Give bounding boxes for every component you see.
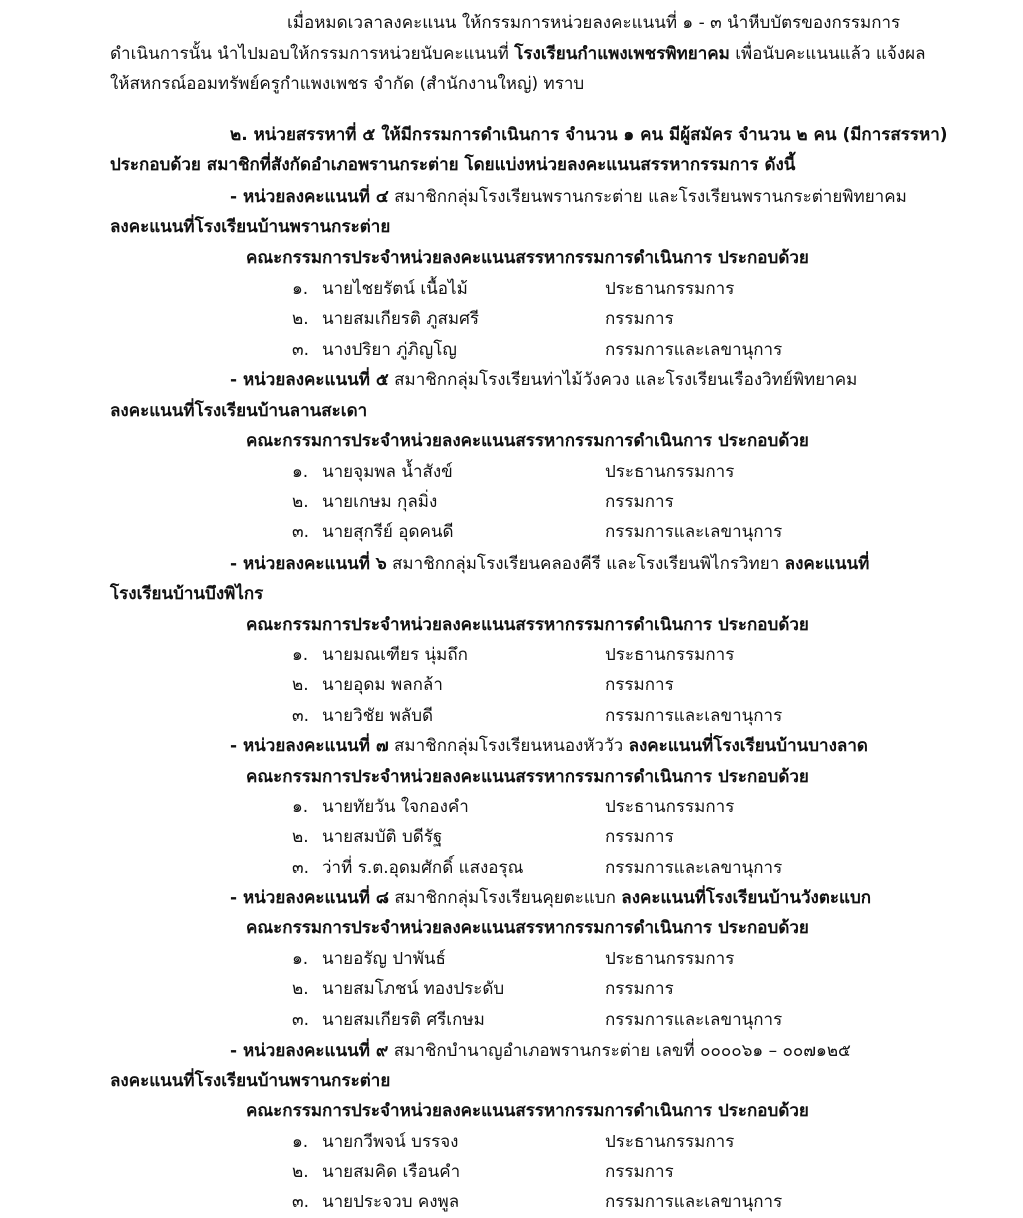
- member-role: ประธานกรรมการ: [605, 949, 735, 969]
- counting-school: โรงเรียนกำแพงเพชรพิทยาคม: [514, 44, 730, 64]
- member-name: นายเกษม กุลมิ่ง: [322, 492, 438, 512]
- unit-6-location: โรงเรียนบ้านบึงพิไกร: [110, 584, 264, 604]
- intro-line-2-text: ดำเนินการนั้น นำไปมอบให้กรรมการหน่วยนับคะแนนที่: [110, 44, 515, 64]
- unit-9-label: - หน่วยลงคะแนนที่ ๙: [230, 1041, 389, 1061]
- committee-heading: คณะกรรมการประจำหน่วยลงคะแนนสรรหากรรมการดำเนินการ ประกอบด้วย: [246, 431, 809, 451]
- member-number: ๒.: [292, 1162, 309, 1182]
- member-name: นายสมโภชน์ ทองประดับ: [322, 979, 505, 999]
- unit-9-text: สมาชิกบำนาญอำเภอพรานกระต่าย เลขที่ ๐๐๐๐๖๑ – ๐๐๗๑๒๕: [388, 1041, 851, 1061]
- member-name: นายไชยรัตน์ เนื้อไม้: [322, 279, 468, 299]
- member-row: [0, 520, 1023, 546]
- member-number: ๒.: [292, 675, 309, 695]
- member-name: นายทัยวัน ใจกองคำ: [322, 797, 469, 817]
- committee-heading: คณะกรรมการประจำหน่วยลงคะแนนสรรหากรรมการดำเนินการ ประกอบด้วย: [246, 615, 809, 635]
- member-number: ๓.: [292, 858, 310, 878]
- unit-7-location: ลงคะแนนที่โรงเรียนบ้านบางลาด: [628, 736, 868, 756]
- member-role: ประธานกรรมการ: [605, 645, 735, 665]
- member-name: นายอุดม พลกล้า: [322, 675, 443, 695]
- unit-8-header: [230, 886, 871, 912]
- member-number: ๑.: [292, 949, 309, 969]
- member-row: [0, 825, 1023, 851]
- section-2-subheading: ประกอบด้วย สมาชิกที่สังกัดอำเภอพรานกระต่าย โดยแบ่งหน่วยลงคะแนนสรรหากรรมการ ดังนี้: [110, 155, 796, 175]
- unit-5-location: ลงคะแนนที่โรงเรียนบ้านลานสะเดา: [110, 401, 368, 421]
- unit-6-text-bold: ลงคะแนนที่: [784, 554, 870, 574]
- unit-6-label: - หน่วยลงคะแนนที่ ๖: [230, 554, 387, 574]
- intro-line-2-tail: เพื่อนับคะแนนแล้ว แจ้งผล: [729, 44, 926, 64]
- member-name: นายสุกรีย์ อุดคนดี: [322, 522, 454, 542]
- member-row: [0, 856, 1023, 882]
- member-row: [0, 1130, 1023, 1156]
- intro-line-2: [110, 42, 926, 68]
- member-number: ๓.: [292, 1010, 310, 1030]
- member-number: ๓.: [292, 340, 310, 360]
- member-number: ๓.: [292, 1192, 310, 1212]
- unit-9-header: [230, 1039, 851, 1065]
- member-row: [0, 977, 1023, 1003]
- member-name: นายสมคิด เรือนคำ: [322, 1162, 461, 1182]
- member-row: [0, 338, 1023, 364]
- unit-9-location: ลงคะแนนที่โรงเรียนบ้านพรานกระต่าย: [110, 1071, 391, 1091]
- member-role: กรรมการ: [605, 675, 674, 695]
- unit-8-text: สมาชิกกลุ่มโรงเรียนคุยตะแบก: [388, 888, 622, 908]
- member-row: [0, 460, 1023, 486]
- member-role: กรรมการ: [605, 1162, 674, 1182]
- member-role: กรรมการและเลขานุการ: [605, 340, 783, 360]
- member-row: [0, 643, 1023, 669]
- unit-6-header: [230, 552, 869, 578]
- unit-7-header: [230, 734, 868, 760]
- member-number: ๒.: [292, 827, 309, 847]
- member-row: [0, 307, 1023, 333]
- member-number: ๑.: [292, 462, 309, 482]
- member-number: ๓.: [292, 706, 310, 726]
- unit-6-text: สมาชิกกลุ่มโรงเรียนคลองคีรี และโรงเรียนพิไกรวิทยา: [386, 554, 785, 574]
- unit-4-location: ลงคะแนนที่โรงเรียนบ้านพรานกระต่าย: [110, 217, 391, 237]
- unit-5-header: [230, 368, 857, 394]
- member-row: [0, 1008, 1023, 1034]
- member-row: [0, 795, 1023, 821]
- member-row: [0, 673, 1023, 699]
- committee-heading: คณะกรรมการประจำหน่วยลงคะแนนสรรหากรรมการดำเนินการ ประกอบด้วย: [246, 248, 809, 268]
- member-name: นายจุมพล น้ำสังข์: [322, 462, 453, 482]
- member-role: กรรมการและเลขานุการ: [605, 858, 783, 878]
- member-number: ๓.: [292, 522, 310, 542]
- intro-line-3: ให้สหกรณ์ออมทรัพย์ครูกำแพงเพชร จำกัด (สำนักงานใหญ่) ทราบ: [110, 74, 585, 94]
- member-number: ๑.: [292, 279, 309, 299]
- member-role: ประธานกรรมการ: [605, 279, 735, 299]
- section-2-heading: ๒. หน่วยสรรหาที่ ๕ ให้มีกรรมการดำเนินการ จำนวน ๑ คน มีผู้สมัคร จำนวน ๒ คน (มีการสรรหา): [230, 125, 948, 145]
- member-row: [0, 947, 1023, 973]
- unit-8-label: - หน่วยลงคะแนนที่ ๘: [230, 888, 389, 908]
- member-number: ๒.: [292, 309, 309, 329]
- unit-7-text: สมาชิกกลุ่มโรงเรียนหนองหัววัว: [388, 736, 629, 756]
- member-number: ๒.: [292, 979, 309, 999]
- member-number: ๑.: [292, 1132, 309, 1152]
- member-role: ประธานกรรมการ: [605, 462, 735, 482]
- member-role: กรรมการ: [605, 492, 674, 512]
- member-name: นายอรัญ ปาพันธ์: [322, 949, 446, 969]
- member-name: ว่าที่ ร.ต.อุดมศักดิ์ แสงอรุณ: [322, 858, 524, 878]
- member-row: [0, 490, 1023, 516]
- member-role: กรรมการและเลขานุการ: [605, 706, 783, 726]
- member-role: กรรมการ: [605, 979, 674, 999]
- unit-8-location: ลงคะแนนที่โรงเรียนบ้านวังตะแบก: [621, 888, 872, 908]
- unit-4-label: - หน่วยลงคะแนนที่ ๔: [230, 187, 389, 207]
- committee-heading: คณะกรรมการประจำหน่วยลงคะแนนสรรหากรรมการดำเนินการ ประกอบด้วย: [246, 767, 809, 787]
- member-role: ประธานกรรมการ: [605, 1132, 735, 1152]
- committee-heading: คณะกรรมการประจำหน่วยลงคะแนนสรรหากรรมการดำเนินการ ประกอบด้วย: [246, 1101, 809, 1121]
- member-row: [0, 277, 1023, 303]
- member-role: ประธานกรรมการ: [605, 797, 735, 817]
- unit-5-text: สมาชิกกลุ่มโรงเรียนท่าไม้วังควง และโรงเรียนเรืองวิทย์พิทยาคม: [388, 370, 858, 390]
- committee-heading: คณะกรรมการประจำหน่วยลงคะแนนสรรหากรรมการดำเนินการ ประกอบด้วย: [246, 918, 809, 938]
- member-number: ๒.: [292, 492, 309, 512]
- member-name: นายมณเฑียร นุ่มถึก: [322, 645, 468, 665]
- unit-7-label: - หน่วยลงคะแนนที่ ๗: [230, 736, 389, 756]
- member-name: นางปริยา ภู่ภิญโญ: [322, 340, 457, 360]
- unit-4-header: [230, 185, 907, 211]
- intro-line-1: เมื่อหมดเวลาลงคะแนน ให้กรรมการหน่วยลงคะแนนที่ ๑ - ๓ นำหีบบัตรของกรรมการ: [287, 13, 901, 33]
- member-role: กรรมการ: [605, 827, 674, 847]
- member-number: ๑.: [292, 645, 309, 665]
- member-role: กรรมการและเลขานุการ: [605, 522, 783, 542]
- member-role: กรรมการและเลขานุการ: [605, 1010, 783, 1030]
- member-name: นายวิชัย พลับดี: [322, 706, 434, 726]
- unit-5-label: - หน่วยลงคะแนนที่ ๕: [230, 370, 389, 390]
- member-name: นายประจวบ คงพูล: [322, 1192, 460, 1212]
- unit-4-text: สมาชิกกลุ่มโรงเรียนพรานกระต่าย และโรงเรียนพรานกระต่ายพิทยาคม: [388, 187, 907, 207]
- member-number: ๑.: [292, 797, 309, 817]
- member-row: [0, 1160, 1023, 1186]
- member-row: [0, 1190, 1023, 1216]
- member-name: นายกวีพจน์ บรรจง: [322, 1132, 459, 1152]
- member-row: [0, 704, 1023, 730]
- member-name: นายสมเกียรติ ศรีเกษม: [322, 1010, 485, 1030]
- member-name: นายสมบัติ บดีรัฐ: [322, 827, 443, 847]
- member-name: นายสมเกียรติ ภูสมศรี: [322, 309, 480, 329]
- member-role: กรรมการ: [605, 309, 674, 329]
- member-role: กรรมการและเลขานุการ: [605, 1192, 783, 1212]
